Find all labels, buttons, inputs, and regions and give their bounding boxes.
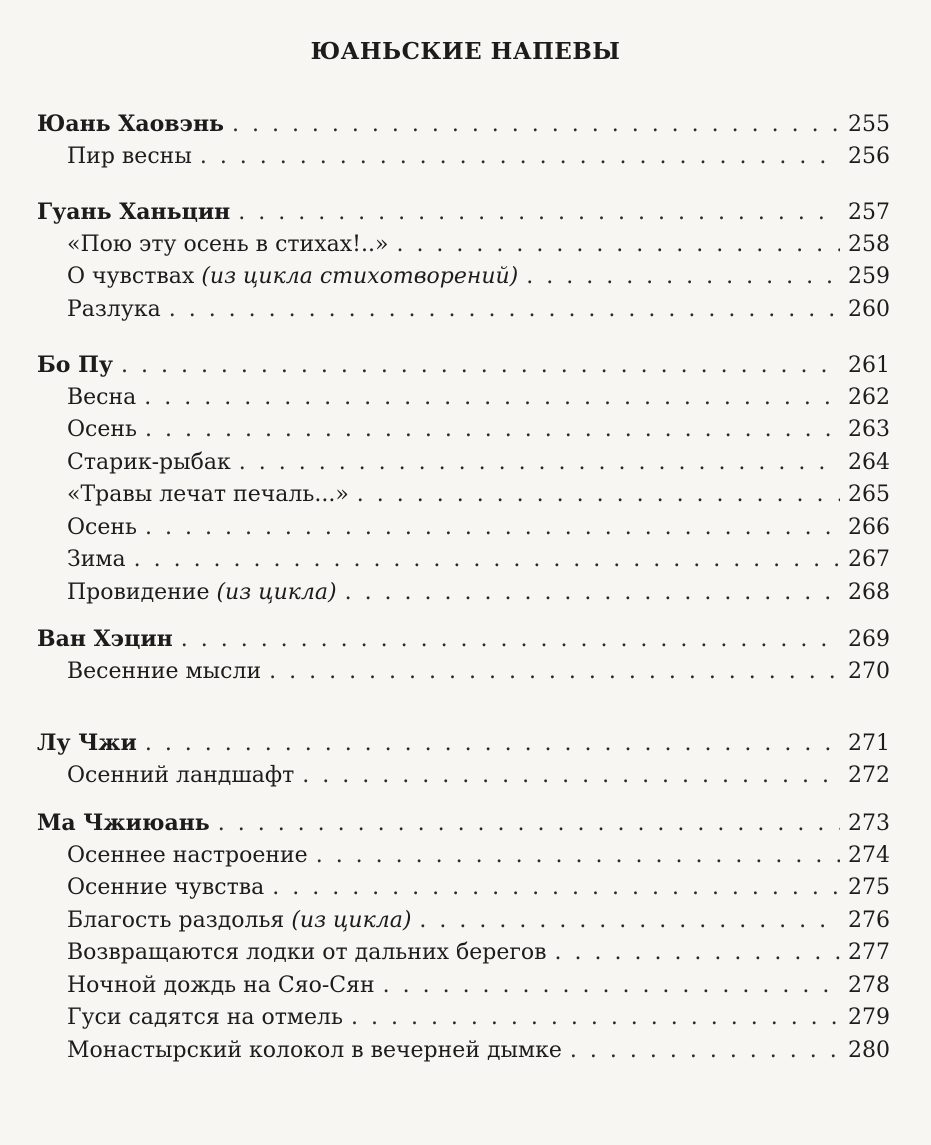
page-number: 277	[848, 940, 890, 965]
entry-title: «Травы лечат печаль...»	[67, 482, 349, 507]
dot-leader	[145, 512, 840, 545]
dot-leader	[145, 414, 840, 447]
toc-entry	[37, 349, 890, 382]
page-number: 264	[848, 449, 890, 475]
toc-entry	[37, 512, 890, 545]
toc-entry	[37, 196, 890, 229]
entry-title: Возвращаются лодки от дальних берегов	[67, 940, 547, 965]
dot-leader	[169, 294, 840, 327]
dot-leader	[232, 109, 840, 142]
page-number: 270	[848, 658, 890, 684]
toc-entry	[37, 1035, 890, 1068]
dot-leader	[239, 447, 840, 480]
entry-title: Монастырский колокол в вечерней дымке	[67, 1037, 562, 1063]
page-number: 257	[848, 200, 890, 225]
dot-leader	[316, 840, 840, 873]
toc-entry	[37, 760, 890, 793]
page-number: 279	[848, 1005, 890, 1030]
page-number: 280	[848, 1037, 890, 1063]
entry-title: Гуси садятся на отмель	[67, 1005, 343, 1030]
entry-title: Осенний ландшафт	[67, 762, 295, 788]
dot-leader	[383, 970, 840, 1003]
page-number: 267	[848, 547, 890, 572]
page-number: 258	[848, 231, 890, 257]
dot-leader	[134, 544, 840, 577]
dot-leader	[357, 479, 840, 512]
section-heading: ЮАНЬСКИЕ НАПЕВЫ	[310, 38, 621, 65]
toc-entry	[37, 294, 890, 327]
toc-entry	[37, 656, 890, 689]
toc-entry	[37, 479, 890, 512]
page-number: 265	[848, 482, 890, 507]
toc-entry	[37, 229, 890, 262]
dot-leader	[555, 937, 840, 970]
page-number: 278	[848, 972, 890, 998]
toc-entry	[37, 382, 890, 415]
page-number: 269	[848, 627, 890, 652]
dot-leader	[419, 905, 840, 938]
entry-title: Провидение (из цикла)	[67, 579, 337, 605]
entry-title: Ван Хэцин	[37, 626, 173, 652]
page-number: 259	[848, 264, 890, 289]
dot-leader	[144, 382, 840, 415]
entry-title: Осень	[67, 417, 138, 442]
entry-title: Весенние мысли	[67, 658, 262, 684]
page-number: 272	[848, 762, 890, 788]
dot-leader	[570, 1035, 840, 1068]
dot-leader	[345, 577, 840, 610]
toc-entry	[37, 447, 890, 480]
toc-entry	[37, 108, 890, 141]
toc-entry	[37, 414, 890, 447]
toc-entry	[37, 544, 890, 577]
dot-leader	[200, 141, 840, 174]
page-number: 256	[848, 143, 890, 169]
dot-leader	[269, 656, 840, 689]
entry-title: «Пою эту осень в стихах!..»	[67, 231, 389, 257]
dot-leader	[272, 872, 840, 905]
entry-title: Осеннее настроение	[67, 842, 308, 868]
dot-leader	[121, 350, 840, 383]
entry-title: Старик-рыбак	[67, 449, 231, 475]
page-number: 268	[848, 579, 890, 605]
page-number: 274	[848, 842, 890, 868]
entry-title: Зима	[67, 547, 126, 572]
page-number: 263	[848, 417, 890, 442]
dot-leader	[238, 197, 840, 230]
page-number: 260	[848, 296, 890, 322]
toc-entry	[37, 807, 890, 840]
entry-title: Разлука	[67, 296, 161, 322]
dot-leader	[181, 624, 840, 657]
entry-title: Бо Пу	[37, 352, 113, 378]
dot-leader	[526, 261, 840, 294]
toc-entry	[37, 141, 890, 174]
toc-entry	[37, 727, 890, 760]
toc-entry	[37, 905, 890, 938]
entry-title: Ма Чжиюань	[37, 810, 210, 836]
dot-leader	[145, 728, 840, 761]
entry-title: Юань Хаовэнь	[37, 111, 224, 137]
entry-title: Осенние чувства	[67, 875, 265, 900]
dot-leader	[218, 808, 840, 841]
entry-title: Пир весны	[67, 143, 192, 169]
toc-entry	[37, 577, 890, 610]
toc-entry	[37, 970, 890, 1003]
dot-leader	[396, 229, 840, 262]
page-number: 276	[848, 907, 890, 933]
entry-title: Ночной дождь на Сяо-Сян	[67, 972, 375, 998]
entry-title: Благость раздолья (из цикла)	[67, 907, 412, 933]
table-of-contents	[37, 108, 890, 1067]
entry-title: Гуань Ханьцин	[37, 199, 231, 225]
toc-entry	[37, 1002, 890, 1035]
toc-entry	[37, 840, 890, 873]
dot-leader	[351, 1002, 840, 1035]
page-number: 273	[848, 811, 890, 836]
toc-entry	[37, 872, 890, 905]
toc-entry	[37, 623, 890, 656]
page-number: 266	[848, 514, 890, 540]
entry-title: Осень	[67, 514, 138, 540]
toc-entry	[37, 261, 890, 294]
entry-title: О чувствах (из цикла стихотворений)	[67, 264, 519, 289]
page-number: 261	[848, 353, 890, 378]
page-number: 271	[848, 731, 890, 756]
dot-leader	[302, 760, 840, 793]
page-number: 262	[848, 384, 890, 410]
toc-entry	[37, 937, 890, 970]
entry-title: Лу Чжи	[37, 730, 137, 756]
page-number: 275	[848, 875, 890, 900]
entry-title: Весна	[67, 384, 137, 410]
page-number: 255	[848, 112, 890, 137]
